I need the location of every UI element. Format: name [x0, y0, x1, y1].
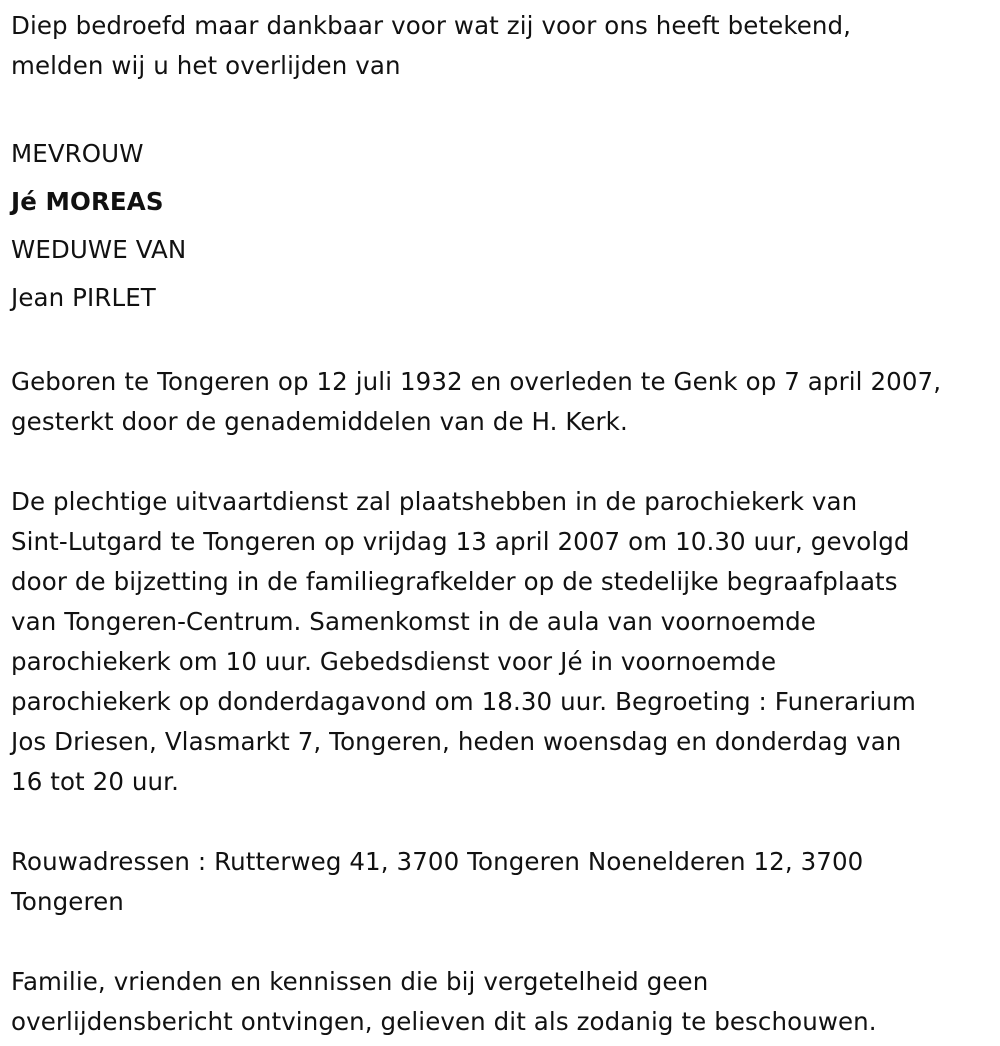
spouse-name: Jean PIRLET: [11, 283, 156, 312]
salutation: MEVROUW: [11, 139, 144, 168]
service-paragraph: [11, 482, 996, 802]
addresses-line: Tongeren: [11, 887, 124, 916]
closing-paragraph: [11, 962, 996, 1042]
addresses-paragraph: [11, 842, 996, 922]
service-line: parochiekerk om 10 uur. Gebedsdienst voor Jé in voornoemde: [11, 647, 777, 676]
birth-death-paragraph: [11, 362, 996, 442]
spacer: [11, 802, 996, 842]
intro-line: Diep bedroefd maar dankbaar voor wat zij voor ons heeft betekend,: [11, 11, 852, 40]
service-line: van Tongeren-Centrum. Samenkomst in de aula van voornoemde: [11, 607, 816, 636]
spacer: [11, 86, 996, 126]
service-line: parochiekerk op donderdagavond om 18.30 uur. Begroeting : Funerarium: [11, 687, 916, 716]
birth-death-line: gesterkt door de genademiddelen van de H. Kerk.: [11, 407, 628, 436]
birth-death-line: Geboren te Tongeren op 12 juli 1932 en overleden te Genk op 7 april 2007,: [11, 367, 942, 396]
deceased-name: Jé MOREAS: [11, 187, 164, 216]
closing-line: Familie, vrienden en kennissen die bij vergetelheid geen: [11, 967, 709, 996]
closing-line: overlijdensbericht ontvingen, gelieven dit als zodanig te beschouwen.: [11, 1007, 877, 1036]
service-line: De plechtige uitvaartdienst zal plaatshebben in de parochiekerk van: [11, 487, 858, 516]
intro-paragraph: [11, 6, 996, 86]
addresses-line: Rouwadressen : Rutterweg 41, 3700 Tongeren Noenelderen 12, 3700: [11, 847, 864, 876]
service-line: Jos Driesen, Vlasmarkt 7, Tongeren, heden woensdag en donderdag van: [11, 727, 902, 756]
deceased-block: [11, 130, 996, 322]
spacer: [11, 322, 996, 362]
service-line: 16 tot 20 uur.: [11, 767, 179, 796]
obituary-notice: [11, 6, 996, 1042]
service-line: Sint-Lutgard te Tongeren op vrijdag 13 april 2007 om 10.30 uur, gevolgd: [11, 527, 910, 556]
service-line: door de bijzetting in de familiegrafkelder op de stedelijke begraafplaats: [11, 567, 898, 596]
intro-line: melden wij u het overlijden van: [11, 51, 401, 80]
relation: WEDUWE VAN: [11, 235, 187, 264]
spacer: [11, 442, 996, 482]
spacer: [11, 922, 996, 962]
